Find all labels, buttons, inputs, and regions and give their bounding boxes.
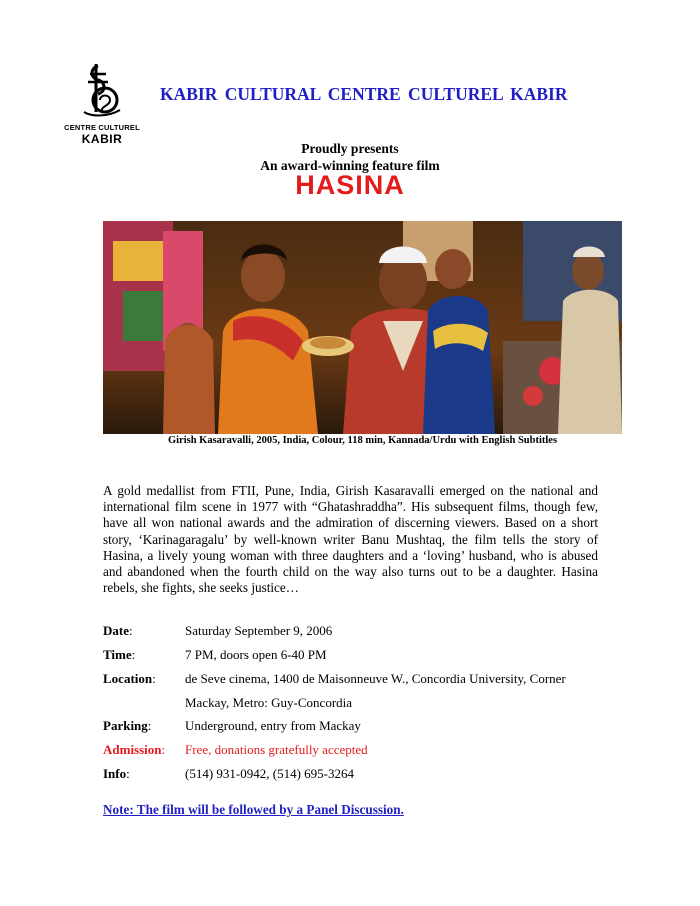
film-title: HASINA: [295, 170, 405, 200]
detail-row-time: [103, 643, 603, 667]
parking-value: Underground, entry from Mackay: [185, 718, 361, 733]
detail-row-date: [103, 619, 603, 643]
time-value: 7 PM, doors open 6-40 PM: [185, 647, 327, 662]
admission-label: Admission:: [103, 742, 166, 757]
presents-line: Proudly presents: [301, 141, 399, 156]
detail-row-info: [103, 762, 603, 786]
detail-row-parking: [103, 714, 603, 738]
time-label: Time:: [103, 647, 136, 662]
panel-discussion-note: Note: The film will be followed by a Panel Discussion.: [103, 802, 404, 817]
date-value: Saturday September 9, 2006: [185, 623, 333, 638]
location-label: Location:: [103, 671, 156, 686]
logo-line1: CENTRE CULTUREL: [64, 123, 140, 132]
logo-line2: KABIR: [81, 132, 123, 146]
detail-row-admission: [103, 738, 603, 762]
film-description: A gold medallist from FTII, Pune, India, Girish Kasaravalli emerged on the national and international film scene in 1977 with “Ghatashraddha”. His subsequent films, though few, have all won national awards and the admiration of discerning viewers. Based on a short story, ‘Karinagaragalu’ by well-known writer Banu Mushtaq, the film tells the story of Hasina, a lively young woman with three daughters and a ‘loving’ husband, who is abused and abandoned when the fourth child on the way also turns out to be a daughter. Hasina rebels, she fights, she seeks justice…: [103, 483, 598, 596]
location-value: de Seve cinema, 1400 de Maisonneuve W., Concordia University, Corner Mackay, Metro: Guy-Concordia: [185, 671, 566, 710]
parking-label: Parking:: [103, 718, 152, 733]
admission-value: Free, donations gratefully accepted: [185, 742, 368, 757]
presents-block: [200, 140, 500, 174]
kabir-emblem-icon: [76, 62, 128, 120]
date-label: Date:: [103, 623, 133, 638]
detail-row-location: [103, 667, 603, 714]
event-details: [103, 619, 603, 786]
photo-caption: Girish Kasaravalli, 2005, India, Colour, 118 min, Kannada/Urdu with English Subtitles: [167, 435, 558, 446]
film-still-photo: [103, 221, 622, 434]
award-line: An award-winning feature film: [260, 158, 440, 173]
info-value: (514) 931-0942, (514) 695-3264: [185, 766, 354, 781]
info-label: Info:: [103, 766, 130, 781]
org-title: KABIR CULTURAL CENTRE CULTUREL KABIR: [160, 84, 568, 104]
kabir-logo: [62, 62, 142, 152]
